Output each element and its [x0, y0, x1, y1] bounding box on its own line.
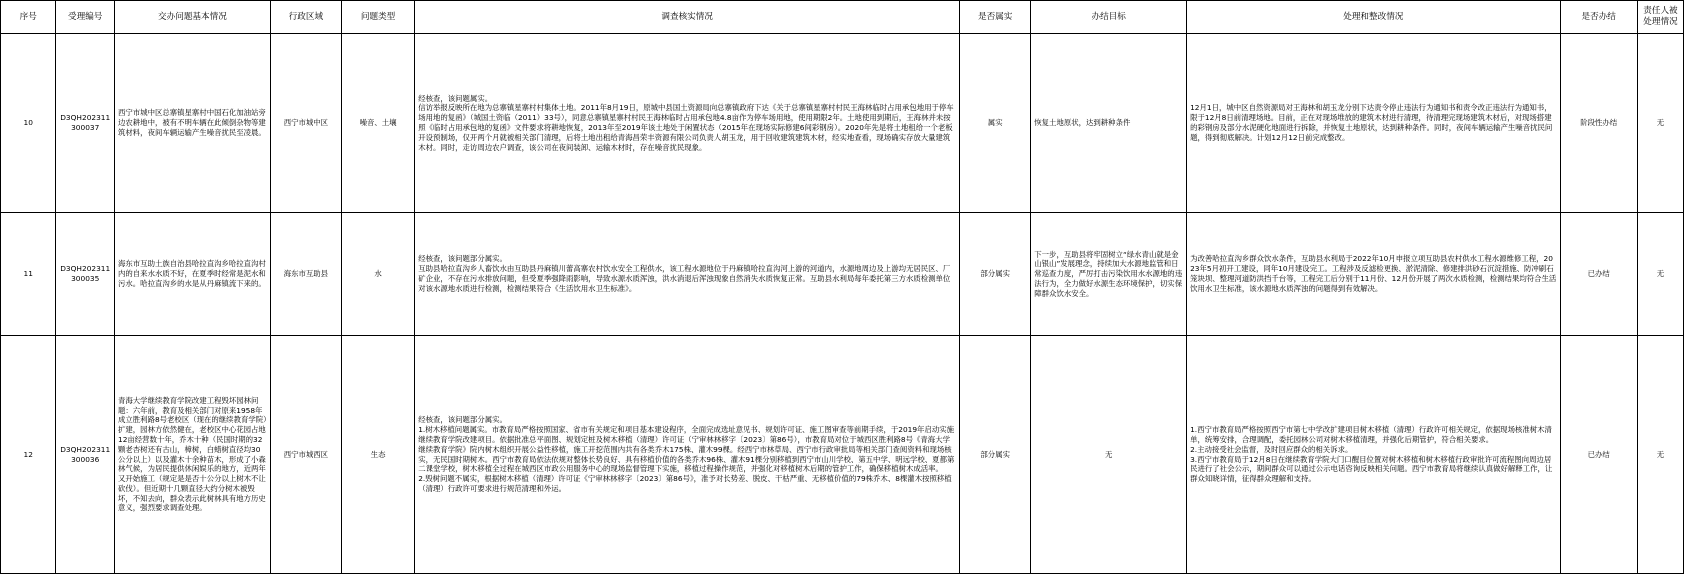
cell-type: 生态: [341, 336, 414, 574]
cell-id: D3QH202311300036: [56, 336, 115, 574]
header-type: 问题类型: [341, 1, 414, 34]
cell-type: 噪音、土壤: [341, 34, 414, 213]
cell-accountability: 无: [1637, 336, 1683, 574]
cell-id: D3QH202311300035: [56, 213, 115, 336]
header-verified: 是否属实: [960, 1, 1031, 34]
header-accountability: 责任人被处理情况: [1637, 1, 1683, 34]
header-closed: 是否办结: [1560, 1, 1637, 34]
cell-goal: 下一步，互助县将牢固树立“绿水青山就是金山银山”发展理念，持续加大水源地监管和日常巡查力度，严厉打击污染饮用水水源地的违法行为，全力做好水源生态环境保护，切实保障群众饮水安全。: [1031, 213, 1187, 336]
cell-closed: 已办结: [1560, 213, 1637, 336]
table-row: [1, 336, 1684, 574]
table-row: [1, 34, 1684, 213]
cell-type: 水: [341, 213, 414, 336]
cell-handling: [1187, 336, 1560, 574]
header-row: [1, 1, 1684, 34]
cell-issue: 青海大学继续教育学院改建工程毁坏园林问题：六年前，教育及相关部门对原来1958年成立胜利路8号老校区（现在的继续教育学院）扩建，园林方依然健在，老校区中心花园占地12亩经营数十年，乔木十种（民国时期的32颗老杏树还有古山，樟树，白蜡树直径均30公分以上）以及灌木十余种苗木，形成了小森林气候，为居民提供休闲娱乐的地方，近两年又开始施工（规定是是否十公分以上树木不让砍伐）。但近期十几颗直径大约分树木被毁坏，不知去向，群众表示此树林具有地方历史意义，强烈要求调查处理。: [115, 336, 271, 574]
cell-closed: 已办结: [1560, 336, 1637, 574]
header-id: 受理编号: [56, 1, 115, 34]
cell-handling: 12月1日，城中区自然资源局对王海林和胡玉龙分别下达责令停止违法行为通知书和责令改正违法行为通知书，限于12月8日前清理场地。目前，正在对现场堆放的建筑木材进行清理，待清理完现场建筑木材后，对现场搭建的彩钢房及部分水泥硬化地面进行拆除，并恢复土地原状，达到耕种条件。同时，夜间车辆运输产生噪音扰民问题，得到彻底解决。计划12月12日前完成整改。: [1187, 34, 1560, 213]
cell-id: D3QH202311300037: [56, 34, 115, 213]
cell-region: 西宁市城中区: [270, 34, 341, 213]
cell-handling: 为改善哈拉直沟乡群众饮水条件，互助县水利局于2022年10月申报立项互助县农村供水工程水源维修工程，2023年5月初开工建设，同年10月建设完工。工程涉及反滤检更换、淤泥清除、修建排洪砂石沉淀措施、防冲刷石笼块坝、整理河道防洪挡千台等，工程完工后分别于11月份、12月份开展了两次水质检测，检测结果均符合生活饮用水卫生标准，该水源地水质浑浊的问题得到有效解决。: [1187, 213, 1560, 336]
cell-investigation: [415, 213, 960, 336]
cell-text-line: 经核查，该问题部分属实。: [418, 415, 507, 425]
cell-index: 12: [1, 336, 56, 574]
header-investigation: 调查核实情况: [415, 1, 960, 34]
cell-text-line: 2.主动接受社会监督，及时回应群众的相关诉求。: [1190, 444, 1353, 454]
cell-text-line: 经核查，该问题部分属实。: [418, 254, 507, 264]
header-issue: 交办问题基本情况: [115, 1, 271, 34]
cell-goal: 恢复土地原状，达到耕种条件: [1031, 34, 1187, 213]
cell-verified: 属实: [960, 34, 1031, 213]
cell-accountability: 无: [1637, 34, 1683, 213]
cell-issue: 海东市互助土族自治县哈拉直沟乡哈拉直沟村内的自来水水质不好，在夏季时经常是泥水和污水。哈拉直沟乡的水是从丹麻镇流下来的。: [115, 213, 271, 336]
cell-goal: 无: [1031, 336, 1187, 574]
header-goal: 办结目标: [1031, 1, 1187, 34]
cell-text-line: 经核查，该问题属实。: [418, 93, 493, 103]
header-region: 行政区域: [270, 1, 341, 34]
cell-region: 海东市互助县: [270, 213, 341, 336]
cell-investigation: [415, 336, 960, 574]
cell-index: 10: [1, 34, 56, 213]
cell-issue: 西宁市城中区总寨镇星寨村中国石化加油站旁边农耕地中，被有不明车辆在此倾倒杂物等建筑材料，夜间车辆运输产生噪音扰民至凌晨。: [115, 34, 271, 213]
cell-accountability: 无: [1637, 213, 1683, 336]
cell-text-line: 信访举报反映所在地为总寨镇星寨村村集体土地。2011年8月19日，原城中县国土资源局向总寨镇政府下达《关于总寨镇星寨村村民王海林临时占用承包地用于停车场用地的复函》（城国土资临（2011）33号），同意总寨镇星寨村村民王海林临时占用承包地4.8亩作为停车场用地，使用期限2年。土地使用到期后，王海林并未按照《临时占用承包地的复函》文件要求将耕地恢复，2013年至2019年该土地处于闲置状态（2015年在现场实际修建6间彩钢房）。2020年先是将土地租给一个老板开设预制场，仅开两个月就被相关部门清理，后将土地出租给青海昌荣丰资源有限公司负责人胡玉龙，用于回收建筑建筑木材，经实地查看，现场确实存放大量建筑木材。同时，走访周边农户调查，该公司在夜间装卸、运输木材时，存在噪音扰民现象。: [418, 103, 954, 152]
cell-investigation: [415, 34, 960, 213]
cell-text-line: 1.西宁市教育局严格按照西宁市第七中学改扩建项目树木移植（清理）行政许可相关规定，依据现场核准树木清单，统筹安排，合理调配，委托园林公司对树木移植清理，并强化后期管护，符合相关要求。: [1190, 425, 1552, 444]
header-index: 序号: [1, 1, 56, 34]
cell-text-line: 2.毁树问题不属实，根据树木移植（清理）许可证《宁审林林移字〔2023〕第86号》，准予对长势差、脱皮、干枯严重、无移植价值的79株乔木、8棵灌木按照移植（清理）行政许可要求进行规范清理和外运。: [418, 474, 952, 493]
cell-verified: 部分属实: [960, 336, 1031, 574]
cell-verified: 部分属实: [960, 213, 1031, 336]
cell-text-line: 互助县哈拉直沟乡人畜饮水由互助县丹麻镇川蕾高寨农村饮水安全工程供水，该工程水源地位于丹麻镇哈拉直沟河上游的河道内，水源地周边及上游均无居民区、厂矿企业，不存在污水排放问题，但受夏季强降雨影响，导致水源水质浑浊，洪水消退后浑浊现象自然消失水质恢复正常。互助县水利局每年委托第三方水质检测单位对该水源地水质进行检测，检测结果符合《生活饮用水卫生标准》。: [418, 264, 951, 293]
cell-region: 西宁市城西区: [270, 336, 341, 574]
cell-text-line: 1.树木移植问题属实。市教育局严格按照国家、省市有关规定和项目基本建设程序，全面完成选址意见书、规划许可证、施工图审查等前期手续，于2019年启动实施继续教育学院改建项目。依据批准总平面图、规划定桩及树木移植（清理）许可证（宁审林林移字〔2023〕第86号），市教育局对位于城西区胜利路8号《青海大学继续教育学院》院内树木组织开展公益性移植，施工开挖范围内共有各类乔木175株、灌木99棵。经西宁市林草局、西宁市行政审批局等相关部门查阅资料和现场核实，无民国时期树木。西宁市教育局依法依规对整体长势良好、具有移植价值的各类乔木96株、灌木91棵分别移植到西宁市山川学校、第五中学、明远学校、夏都第二课堂学校，树木移植全过程在城西区市政公用服务中心的现场监督管理下实施，移植过程操作规范，并强化对移植树木后期的管护工作，确保移植树木成活率。: [418, 425, 955, 474]
cell-text-line: 3.西宁市教育局于12月8日在继续教育学院大门口醒目位置对树木移植和树木移植行政审批许可流程图向周边居民进行了社会公示，期间群众可以通过公示电话咨询反映相关问题。西宁市教育局将继续认真做好解释工作，让群众知晓详情，征得群众理解和支持。: [1190, 454, 1553, 484]
cell-index: 11: [1, 213, 56, 336]
header-handling: 处理和整改情况: [1187, 1, 1560, 34]
cell-closed: 阶段性办结: [1560, 34, 1637, 213]
table-row: [1, 213, 1684, 336]
